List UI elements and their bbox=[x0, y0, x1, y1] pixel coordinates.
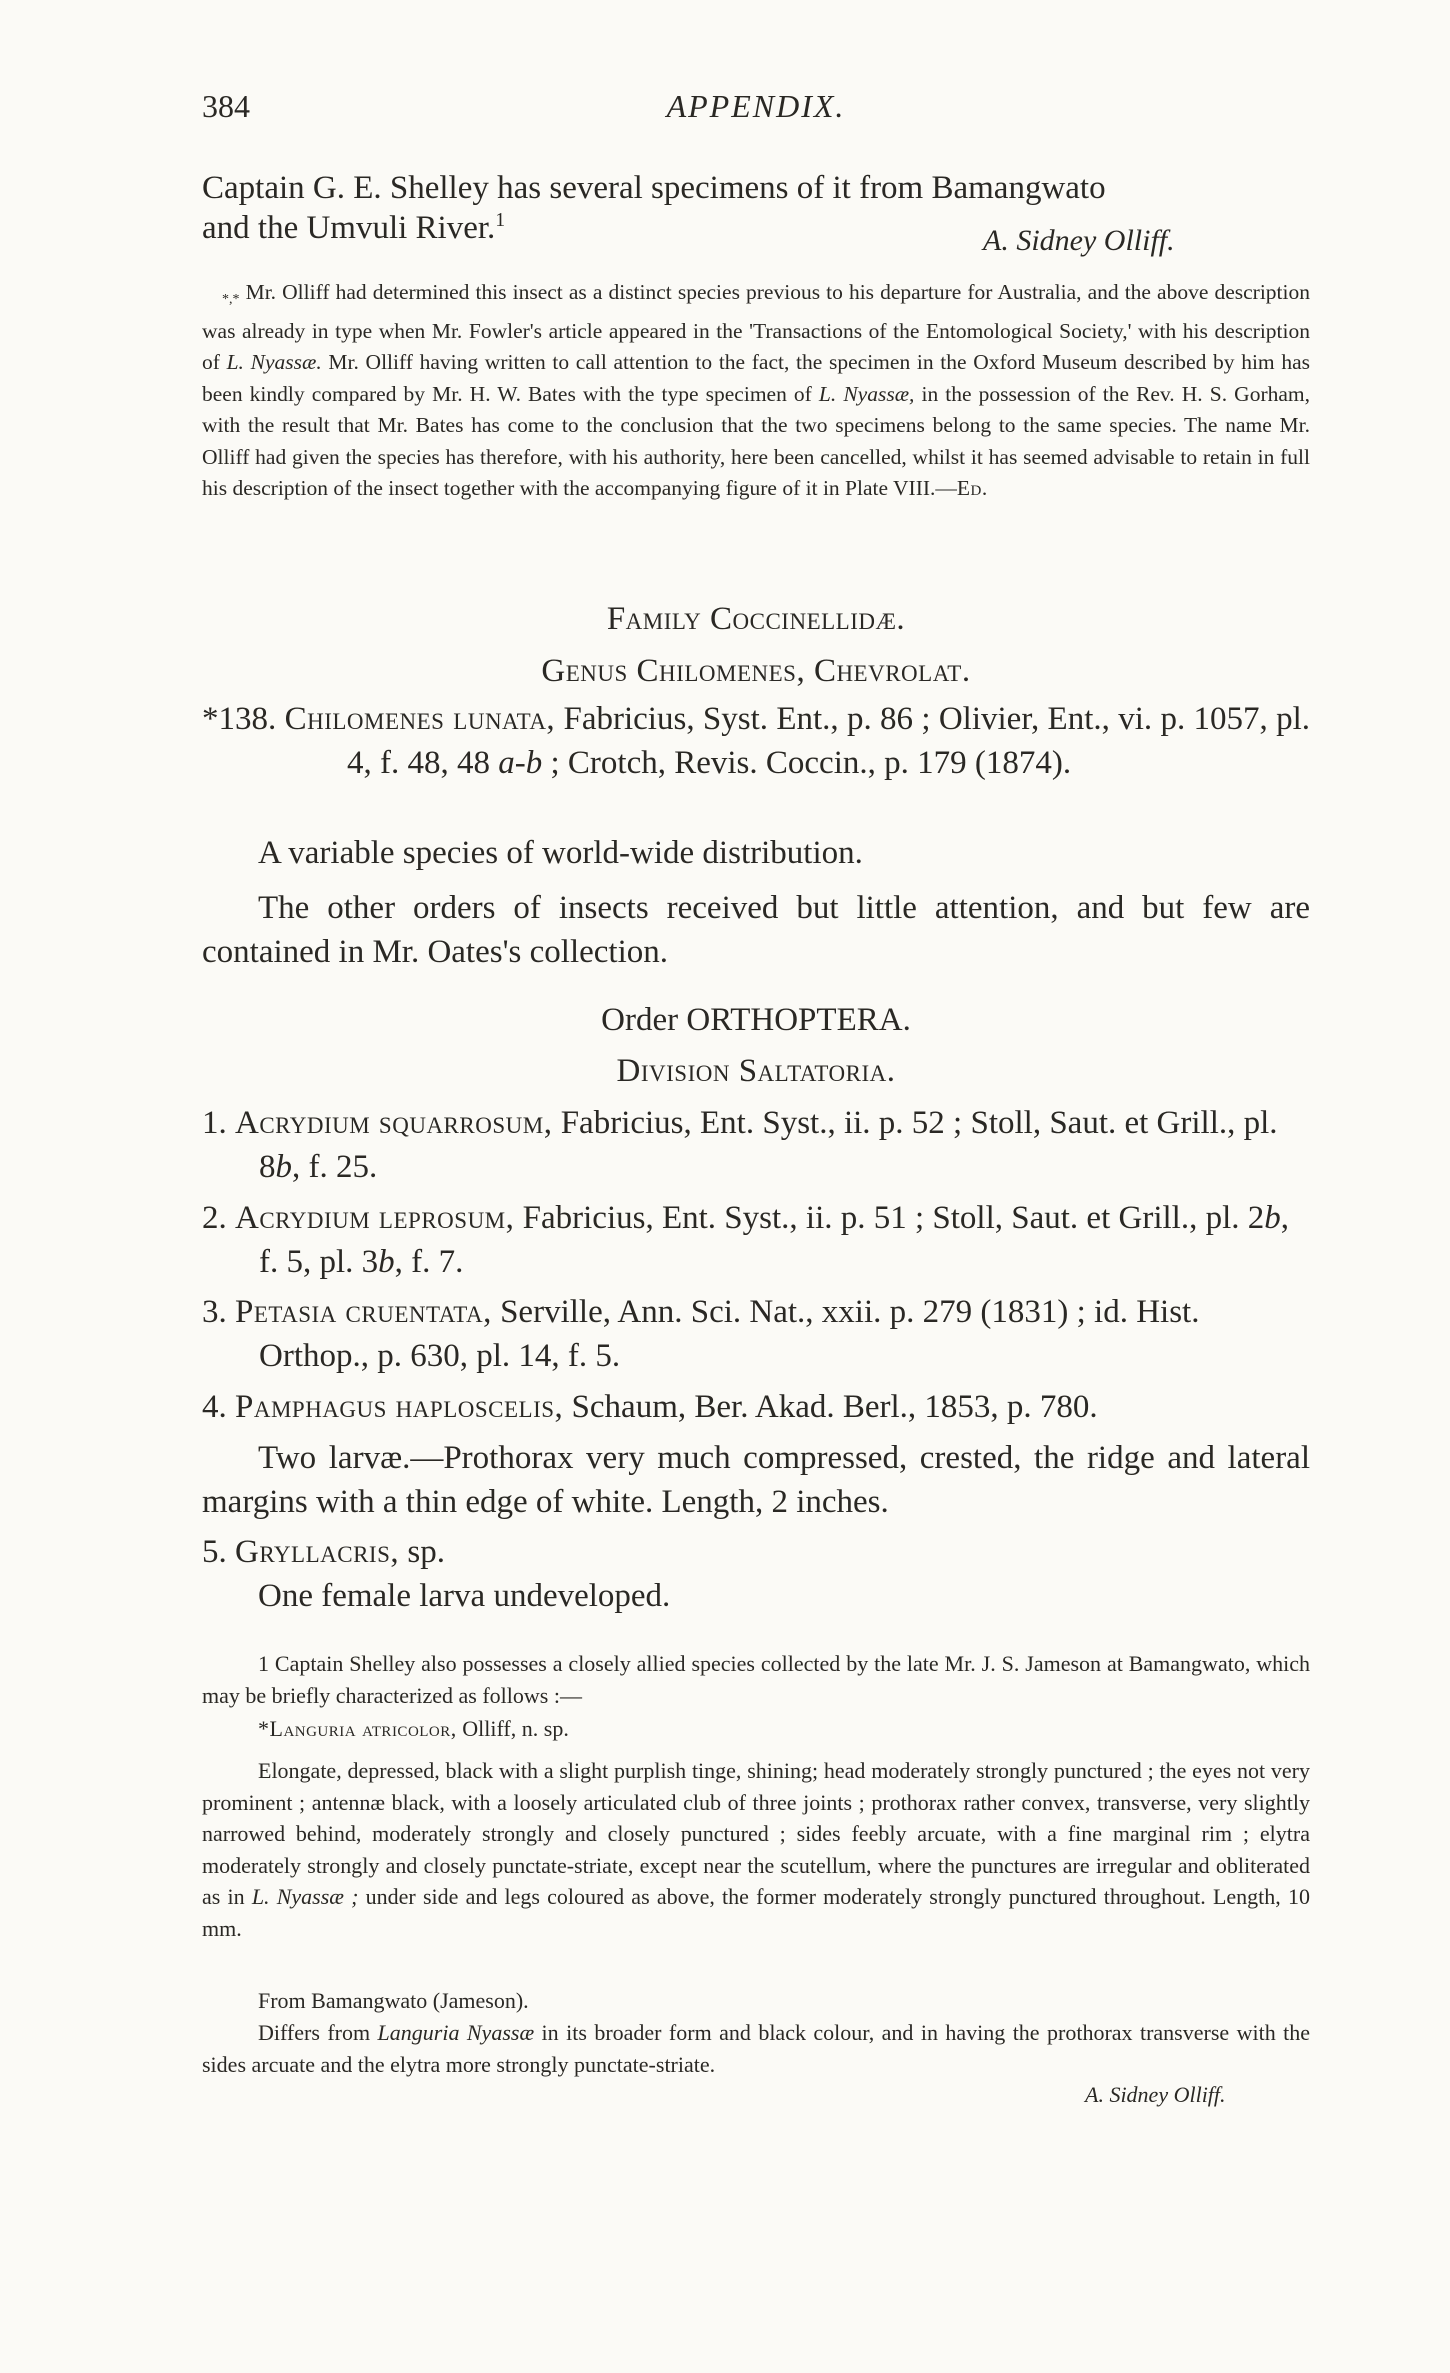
intro-line bbox=[202, 167, 1310, 209]
intro-text-2: and the Umvuli River. bbox=[202, 210, 496, 246]
species-entry-138: *138. Chilomenes lunata, Fabricius, Syst. Ent., p. 86 ; Olivier, Ent., vi. p. 1057, pl. 4, f. 48, 48 a-b ; Crotch, Revis. Coccin., p. 179 (1874). bbox=[202, 701, 1310, 781]
footnote-mark: 1 bbox=[258, 1651, 269, 1676]
orthoptera-entry-4: 4. Pamphagus haploscelis, Schaum, Ber. Akad. Berl., 1853, p. 780. bbox=[202, 1389, 1098, 1425]
intro-text-1: Captain G. E. Shelley has several specimens of it from Bamangwato bbox=[202, 170, 1106, 206]
genus-heading: Genus Chilomenes, Chevrolat. bbox=[541, 653, 971, 689]
editor-note: *,* Mr. Olliff had determined this insect as a distinct species previous to his departure for Australia, and the above description was already in type when Mr. Fowler's article appeared in the 'Transactions of the Entomological Society,' with his description of L. Nyassæ. Mr. Olliff having written to call attention to the fact, the specimen in the Oxford Museum described by him has been kindly compared by Mr. H. W. Bates with the type specimen of L. Nyassæ, in the possession of the Rev. H. S. Gorham, with the result that Mr. Bates has come to the conclusion that the two specimens belong to the same species. The name Mr. Olliff had given the species has therefore, with his authority, here been cancelled, whilst it has seemed advisable to retain in full his description of the insect together with the accompanying figure of it in Plate VIII.—Ed. bbox=[202, 280, 1310, 500]
intro-signature: A. Sidney Olliff. bbox=[983, 224, 1175, 257]
entry-5-note: One female larva undeveloped. bbox=[258, 1578, 671, 1614]
family-heading: Family Coccinellidæ. bbox=[606, 601, 906, 637]
footnote-differs: Differs from Languria Nyassæ in its broader form and black colour, and in having the prothorax transverse with the sides arcuate and the elytra more strongly punctate-striate. bbox=[202, 2020, 1311, 2077]
orthoptera-entry-3: 3. Petasia cruentata, Serville, Ann. Sci. Nat., xxii. p. 279 (1831) ; id. Hist. Orthop., p. 630, pl. 14, f. 5. bbox=[202, 1294, 1200, 1374]
other-orders-paragraph: The other orders of insects received but little attention, and but few are contained in Mr. Oates's collection. bbox=[202, 890, 1310, 970]
order-heading: Order ORTHOPTERA. bbox=[601, 1002, 911, 1038]
footnote-ref: 1 bbox=[495, 209, 506, 231]
orthoptera-entry-1: 1. Acrydium squarrosum, Fabricius, Ent. Syst., ii. p. 52 ; Stoll, Saut. et Grill., pl. 8b, f. 25. bbox=[202, 1105, 1278, 1185]
orthoptera-entry-5: 5. Gryllacris, sp. bbox=[202, 1534, 445, 1570]
footnote-locality: From Bamangwato (Jameson). bbox=[258, 1988, 529, 2013]
page-title: APPENDIX. bbox=[666, 88, 846, 124]
orthoptera-entry-2: 2. Acrydium leprosum, Fabricius, Ent. Syst., ii. p. 51 ; Stoll, Saut. et Grill., pl. 2b, f. 5, pl. 3b, f. 7. bbox=[202, 1200, 1289, 1280]
footnote-signature: A. Sidney Olliff. bbox=[1085, 2082, 1226, 2107]
page-number: 384 bbox=[202, 88, 250, 124]
distribution-note: A variable species of world-wide distribution. bbox=[258, 835, 863, 871]
asterism: *,* bbox=[222, 292, 240, 307]
footnote-species-name: *Languria atricolor, Olliff, n. sp. bbox=[258, 1716, 569, 1741]
larvae-description: Two larvæ.—Prothorax very much compressed, crested, the ridge and lateral margins with a thin edge of white. Length, 2 inches. bbox=[202, 1440, 1310, 1520]
running-head bbox=[202, 88, 1310, 132]
division-heading: Division Saltatoria. bbox=[616, 1053, 896, 1089]
footnote-species-description: Elongate, depressed, black with a slight purplish tinge, shining; head moderately strongly punctured ; the eyes not very prominent ; antennæ black, with a loosely articulated club of three joints ; prothorax rather convex, transverse, very slightly narrowed behind, moderately strongly and closely punctured ; sides feebly arcuate, with a fine marginal rim ; elytra moderately strongly and closely punctate-striate, except near the scutellum, where the punctures are irregular and obliterated as in L. Nyassæ ; under side and legs coloured as above, the former moderately strongly punctured throughout. Length, 10 mm. bbox=[202, 1758, 1310, 1941]
footnote-intro: 1 Captain Shelley also possesses a closely allied species collected by the late Mr. J. S. Jameson at Bamangwato, which may be briefly characterized as follows :— bbox=[202, 1651, 1310, 1708]
